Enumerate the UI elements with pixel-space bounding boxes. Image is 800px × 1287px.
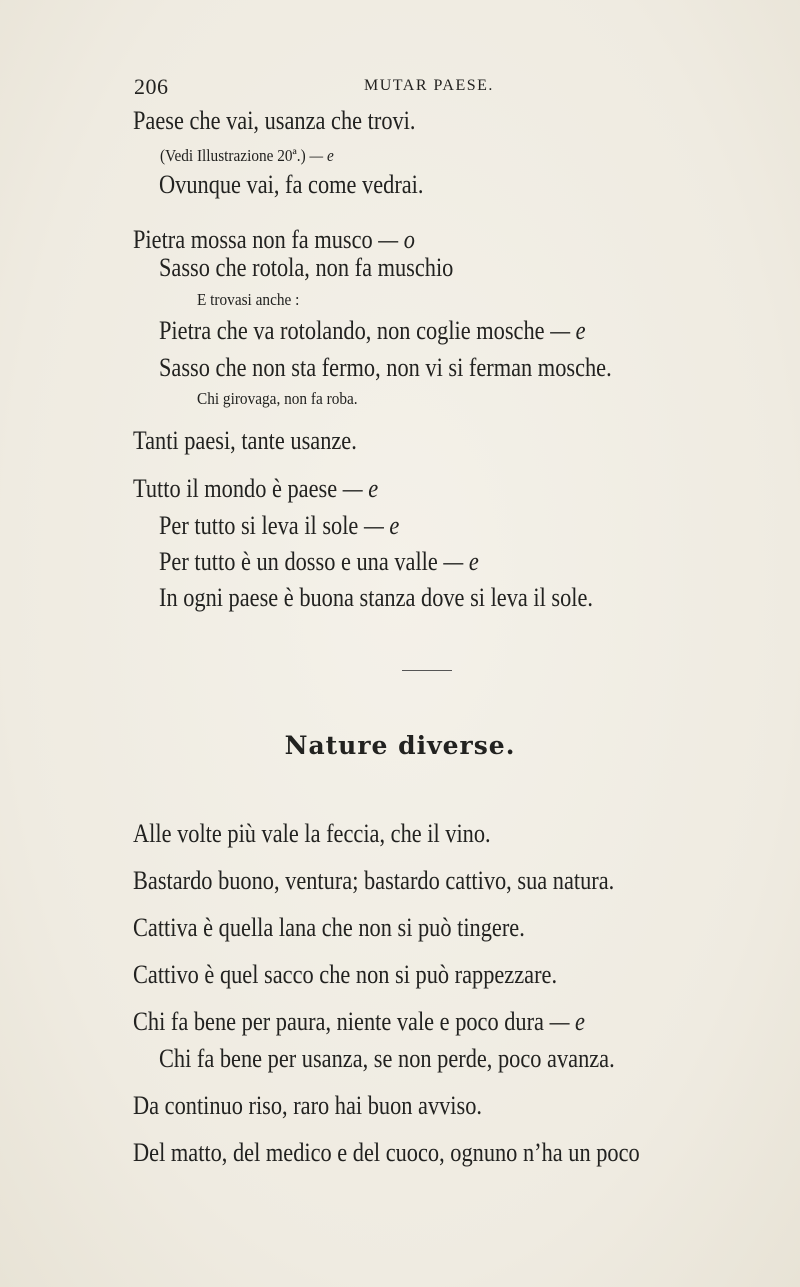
connector: — o <box>378 225 415 254</box>
proverb-line: Alle volte più vale la feccia, che il vino. <box>133 819 491 848</box>
proverb-line: Sasso che rotola, non fa muschio <box>159 253 454 282</box>
connector: — e <box>363 511 400 540</box>
connector: — e <box>443 547 479 576</box>
proverb-line: Chi fa bene per usanza, se non perde, poco avanza. <box>159 1044 615 1073</box>
connector: — e <box>550 316 586 345</box>
proverb-line <box>159 513 399 539</box>
cross-reference <box>160 147 334 164</box>
running-title: MUTAR PAESE. <box>364 77 494 94</box>
proverb-line: In ogni paese è buona stanza dove si leva il sole. <box>159 583 594 612</box>
proverb-line: Cattiva è quella lana che non si può tingere. <box>133 913 525 942</box>
proverb-line: Sasso che non sta fermo, non vi si ferman mosche. <box>159 353 612 382</box>
proverb-line: Da continuo riso, raro hai buon avviso. <box>133 1091 482 1120</box>
proverb-line: Paese che vai, usanza che trovi. <box>133 106 416 135</box>
proverb-line: Tanti paesi, tante usanze. <box>133 426 357 455</box>
connector: — e <box>309 146 334 165</box>
proverb-line: Ovunque vai, fa come vedrai. <box>159 170 424 199</box>
proverb-text: Per tutto si leva il sole <box>159 511 359 540</box>
proverb-text: Chi fa bene per paura, niente vale e poco dura <box>133 1007 544 1036</box>
section-divider <box>402 670 452 671</box>
connector: — e <box>342 474 379 503</box>
proverb-text: Pietra mossa non fa musco <box>133 225 373 254</box>
cross-reference-text: (Vedi Illustrazione 20ª.) <box>160 146 306 165</box>
proverb-line: Del matto, del medico e del cuoco, ognuno n’ha un poco <box>133 1138 640 1167</box>
note-line: E trovasi anche : <box>197 290 300 309</box>
connector: — e <box>549 1007 585 1036</box>
proverb-line <box>133 227 415 253</box>
proverb-line <box>159 318 586 344</box>
proverb-line <box>133 476 378 502</box>
proverb-line <box>133 1009 585 1035</box>
proverb-line: Cattivo è quel sacco che non si può rappezzare. <box>133 960 558 989</box>
proverb-text: Pietra che va rotolando, non coglie mosche <box>159 316 545 345</box>
proverb-line: Bastardo buono, ventura; bastardo cattivo, sua natura. <box>133 866 615 895</box>
section-heading: Nature diverse. <box>284 731 516 760</box>
proverb-line <box>159 549 479 575</box>
page-number: 206 <box>134 74 169 99</box>
proverb-text: Per tutto è un dosso e una valle <box>159 547 438 576</box>
proverb-text: Tutto il mondo è paese <box>133 474 338 503</box>
note-line: Chi girovaga, non fa roba. <box>197 389 358 408</box>
